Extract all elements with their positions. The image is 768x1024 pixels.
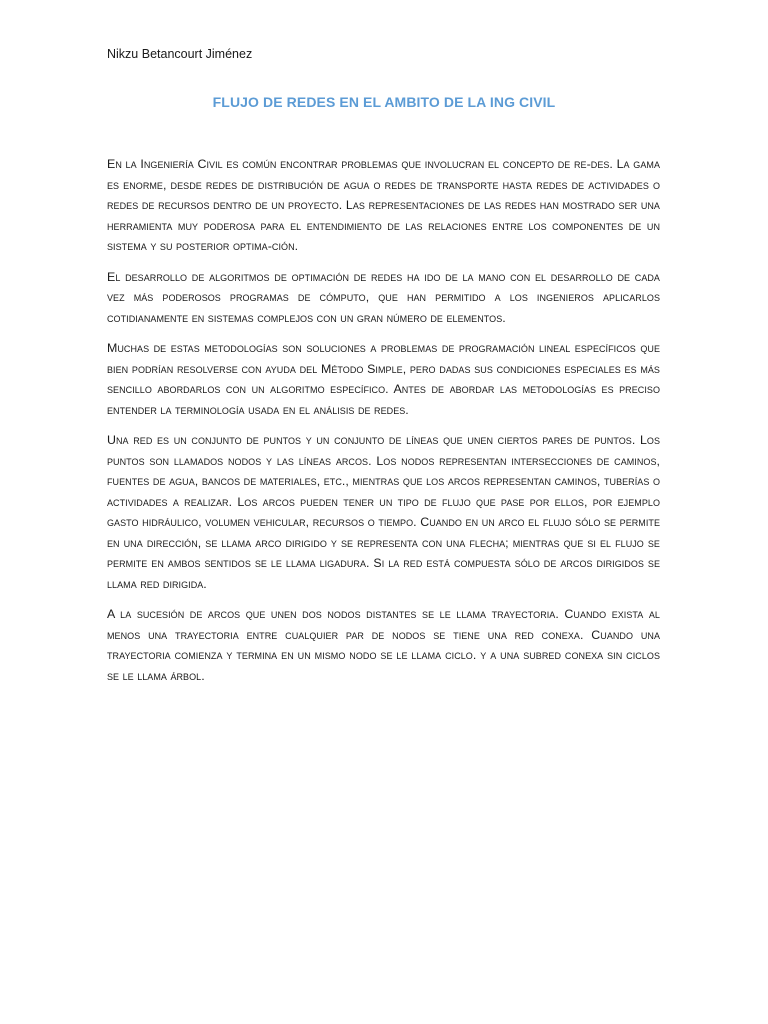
paragraph-5: A la sucesión de arcos que unen dos nodos distantes se le llama trayectoria. Cuando exista al menos una trayectoria entre cualquier par de nodos se tiene una red conexa. Cuando una trayectoria comienza y termina en un mismo nodo se le llama ciclo. y a una subred conexa sin ciclos se le llama árbol. bbox=[107, 607, 660, 683]
paragraph-4: Una red es un conjunto de puntos y un conjunto de líneas que unen ciertos pares de puntos. Los puntos son llamados nodos y las líneas arcos. Los nodos representan intersecciones de caminos, fuentes de agua, bancos de materiales, etc., mientras que los arcos representan caminos, tuberías o actividades a realizar. Los arcos pueden tener un tipo de flujo que pase por ellos, por ejemplo gasto hidráulico, volumen vehicular, recursos o tiempo. Cuando en un arco el flujo sólo se permite en una dirección, se llama arco dirigido y se representa con una flecha; mientras que si el flujo se permite en ambos sentidos se le llama ligadura. Si la red está compuesta sólo de arcos dirigidos se llama red dirigida. bbox=[107, 433, 660, 591]
paragraph-3: Muchas de estas metodologías son soluciones a problemas de programación lineal específicos que bien podrían resolverse con ayuda del Método Simple, pero dadas sus condiciones especiales es más sencillo abordarlos con un algoritmo específico. Antes de abordar las metodologías es preciso entender la terminología usada en el análisis de redes. bbox=[107, 341, 660, 417]
author-name: Nikzu Betancourt Jiménez bbox=[107, 47, 253, 61]
paragraph-1: En la Ingeniería Civil es común encontrar problemas que involucran el concepto de re-des. La gama es enorme, desde redes de distribución de agua o redes de transporte hasta redes de actividades o redes de recursos dentro de un proyecto. Las representaciones de las redes han mostrado ser una herramienta muy poderosa para el entendimiento de las relaciones entre los componentes de un sistema y su posterior optima-ción. bbox=[107, 157, 660, 253]
document-title: FLUJO DE REDES EN EL AMBITO DE LA ING CIVIL bbox=[212, 94, 556, 110]
document-body bbox=[107, 154, 660, 696]
paragraph-2: El desarrollo de algoritmos de optimación de redes ha ido de la mano con el desarrollo de cada vez más poderosos programas de cómputo, que han permitido a los ingenieros aplicarlos cotidianamente en sistemas complejos con un gran número de elementos. bbox=[107, 269, 660, 325]
